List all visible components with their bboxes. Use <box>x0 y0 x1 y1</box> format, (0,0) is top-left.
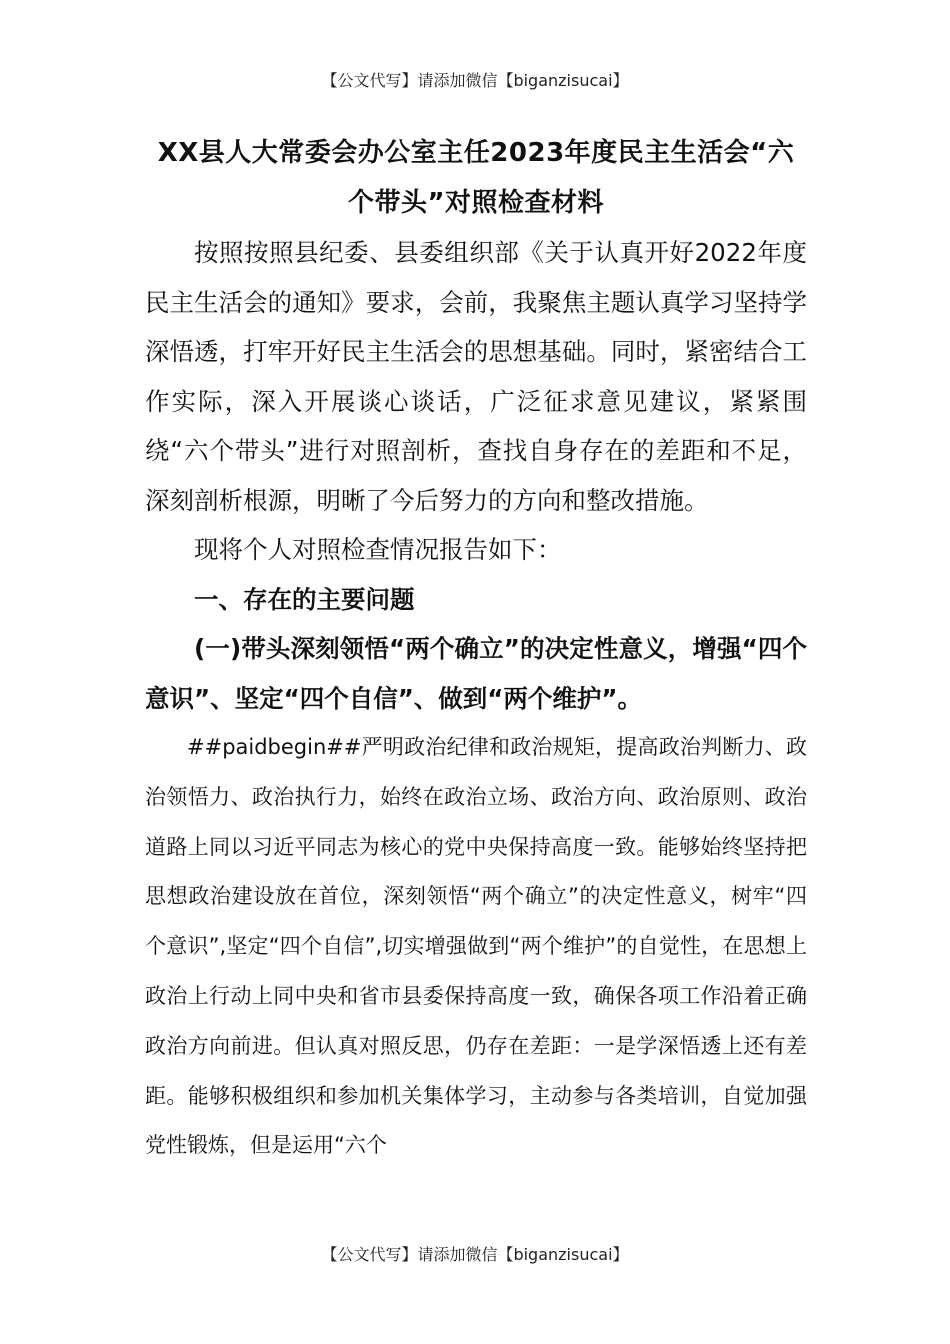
subsection-body: ##paidbegin##严明政治纪律和政治规矩，提高政治判断力、政治领悟力、政治执行力，始终在政治立场、政治方向、政治原则、政治道路上同以习近平同志为核心的党中央保持高度一致。能够始终坚持把思想政治建设放在首位，深刻领悟“两个确立”的决定性意义，树牢“四个意识”,坚定“四个自信”,切实增强做到“两个维护”的自觉性，在思想上政治上行动上同中央和省市县委保持高度一致，确保各项工作沿着正确政治方向前进。但认真对照反思，仍存在差距：一是学深悟透上还有差距。能够积极组织和参加机关集体学习，主动参与各类培训，自觉加强党性锻炼，但是运用“六个 <box>145 735 807 1158</box>
report-line: 现将个人对照检查情况报告如下： <box>194 535 562 564</box>
header-note: 【公文代写】请添加微信【biganzisucai】 <box>321 71 629 90</box>
intro-paragraph: 按照按照县纪委、县委组织部《关于认真开好2022年度民主生活会的通知》要求，会前，我聚焦主题认真学习坚持学深悟透，打牢开好民主生活会的思想基础。同时，紧密结合工作实际，深入开展谈心谈话，广泛征求意见建议，紧紧围绕“六个带头”进行对照剖析，查找自身存在的差距和不足，深刻剖析根源，明晰了今后努力的方向和整改措施。 <box>145 238 807 515</box>
footer-note: 【公文代写】请添加微信【biganzisucai】 <box>321 1245 629 1264</box>
document-body <box>145 128 807 1171</box>
section-heading: 一、存在的主要问题 <box>194 584 415 614</box>
document-title: XX县人大常委会办公室主任2023年度民主生活会“六个带头”对照检查材料 <box>157 138 795 218</box>
subsection-heading: (一)带头深刻领悟“两个确立”的决定性意义，增强“四个意识”、坚定“四个自信”、做到“两个维护”。 <box>145 634 807 713</box>
